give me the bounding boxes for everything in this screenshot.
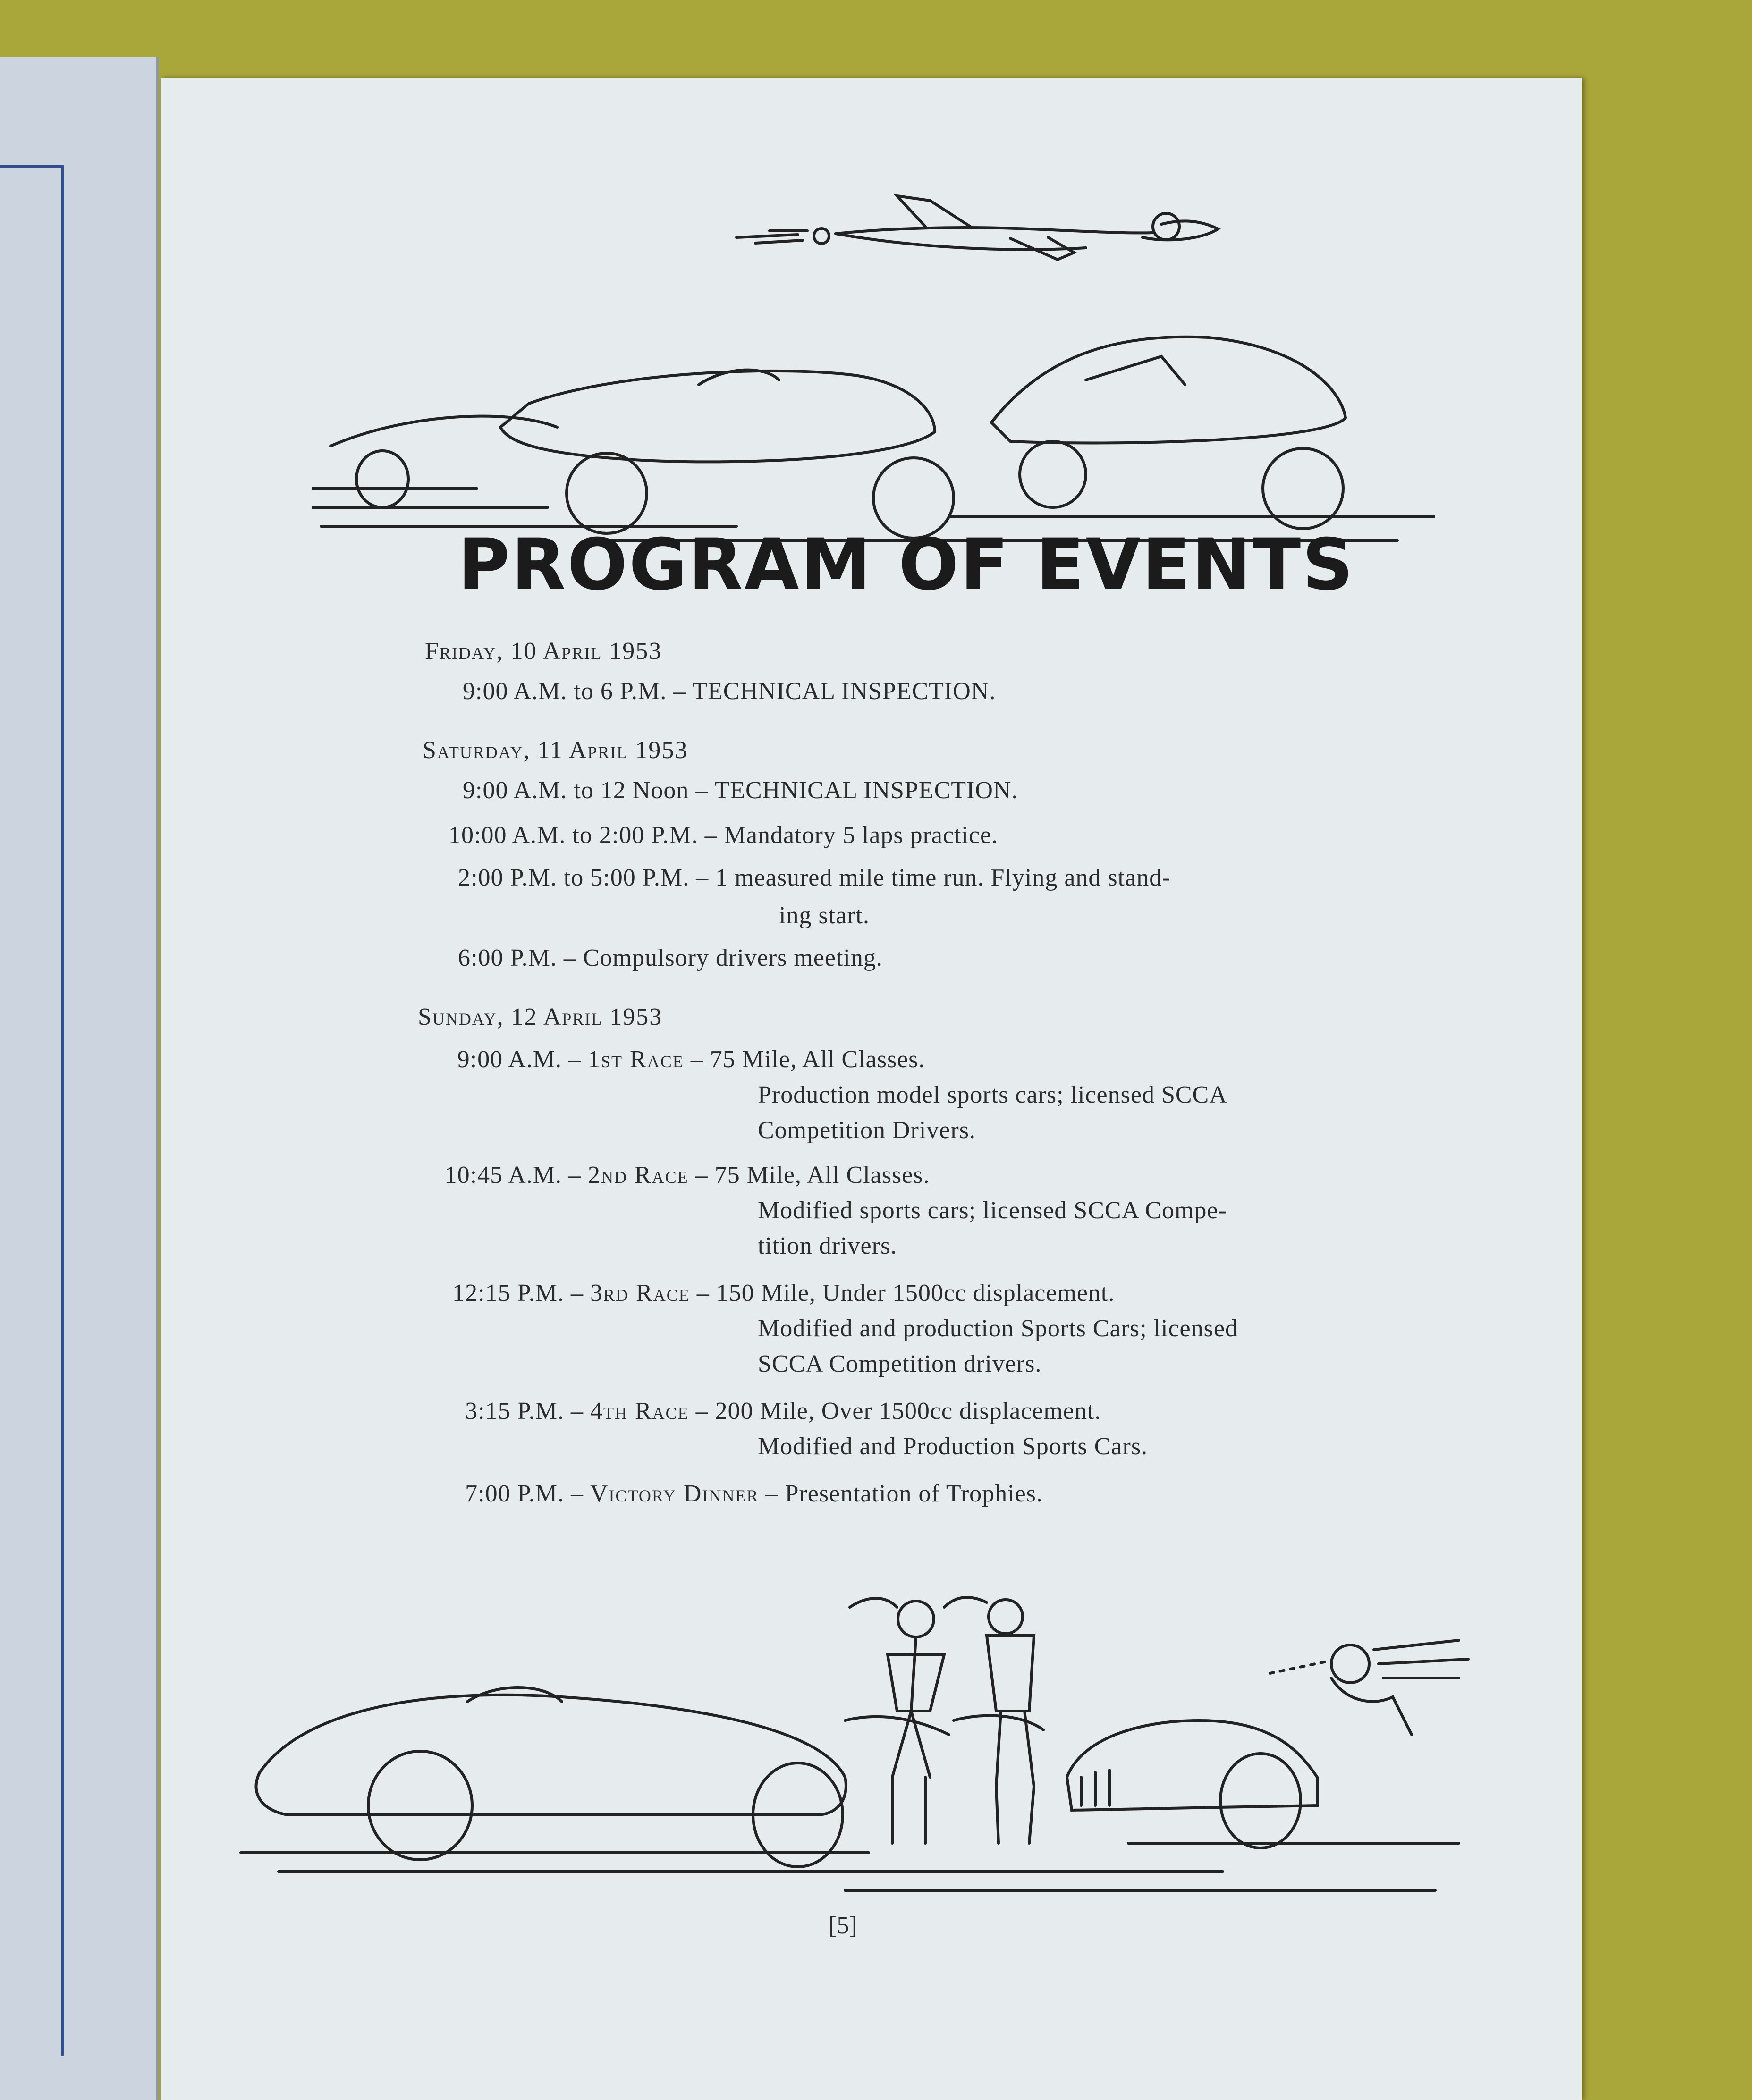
page-number: [5] <box>829 1912 857 1939</box>
race-detail-line: Modified and Production Sports Cars. <box>758 1433 1148 1460</box>
race-time: 9:00 A.M. <box>457 1046 562 1073</box>
program-page <box>161 78 1582 2100</box>
schedule-entry <box>449 821 998 849</box>
race-entry: 9:00 A.M. – 1st Race – 75 Mile, All Classes. <box>453 1046 925 1073</box>
entry-time: 2:00 P.M. to 5:00 P.M. <box>458 864 690 891</box>
entry-event: Compulsory drivers meeting. <box>583 945 883 971</box>
entry-event: TECHNICAL INSPECTION. <box>692 678 996 705</box>
race-description: 75 Mile, All Classes. <box>714 1162 930 1189</box>
race-description: 75 Mile, All Classes. <box>710 1046 925 1073</box>
race-name: 3rd Race <box>590 1280 690 1307</box>
race-detail-line: Modified and production Sports Cars; licensed <box>758 1315 1238 1342</box>
entry-event: 1 measured mile time run. Flying and stand- <box>715 864 1171 891</box>
day-heading-saturday: Saturday, 11 April 1953 <box>423 737 688 764</box>
race-detail-line: SCCA Competition drivers. <box>758 1350 1042 1377</box>
schedule-entry <box>463 776 1018 804</box>
race-entry: 10:45 A.M. – 2nd Race – 75 Mile, All Classes. <box>439 1161 930 1189</box>
entry-time: 10:00 A.M. to 2:00 P.M. <box>449 822 698 849</box>
entry-separator: – <box>704 822 718 849</box>
schedule-entry <box>463 677 996 705</box>
entry-separator: – <box>695 777 709 804</box>
race-entry: 7:00 P.M. – Victory Dinner – Presentation of Trophies. <box>446 1480 1043 1508</box>
page-title: PROGRAM OF EVENTS <box>458 524 1355 606</box>
entry-continuation: ing start. <box>779 902 870 929</box>
schedule-entry <box>458 864 1171 892</box>
race-name: Victory Dinner <box>590 1480 759 1507</box>
race-detail-line: tition drivers. <box>758 1232 897 1259</box>
race-name: 1st Race <box>588 1046 684 1073</box>
race-description: 200 Mile, Over 1500cc displacement. <box>715 1398 1101 1425</box>
race-entry: 3:15 P.M. – 4th Race – 200 Mile, Over 1500cc displacement. <box>446 1397 1101 1425</box>
left-page-edge <box>0 57 159 2100</box>
race-name: 2nd Race <box>588 1162 689 1189</box>
left-page-border-rule <box>0 165 64 2056</box>
entry-separator: – <box>563 945 576 971</box>
race-detail-line: Competition Drivers. <box>758 1117 976 1144</box>
race-time: 12:15 P.M. <box>452 1280 564 1307</box>
race-time: 3:15 P.M. <box>465 1398 564 1425</box>
entry-event: TECHNICAL INSPECTION. <box>714 777 1018 804</box>
race-description: Presentation of Trophies. <box>785 1480 1043 1507</box>
entry-event: Mandatory 5 laps practice. <box>724 822 999 849</box>
race-time: 10:45 A.M. <box>444 1162 562 1189</box>
entry-separator: – <box>696 864 709 891</box>
race-name: 4th Race <box>590 1398 689 1425</box>
race-description: 150 Mile, Under 1500cc displacement. <box>716 1280 1115 1307</box>
entry-time: 9:00 A.M. to 12 Noon <box>463 777 689 804</box>
entry-time: 9:00 A.M. to 6 P.M. <box>463 678 667 705</box>
entry-separator: – <box>673 678 686 705</box>
entry-time: 6:00 P.M. <box>458 945 557 971</box>
day-heading-sunday: Sunday, 12 April 1953 <box>418 1004 663 1030</box>
race-entry: 12:15 P.M. – 3rd Race – 150 Mile, Under 1500cc displacement. <box>437 1279 1115 1307</box>
race-time: 7:00 P.M. <box>465 1480 564 1507</box>
race-detail-line: Modified sports cars; licensed SCCA Compe- <box>758 1197 1227 1224</box>
spectators-and-cars-sketch <box>231 1579 1482 1900</box>
schedule-entry <box>458 944 883 972</box>
day-heading-friday: Friday, 10 April 1953 <box>425 638 662 665</box>
race-detail-line: Production model sports cars; licensed SCCA <box>758 1081 1227 1108</box>
